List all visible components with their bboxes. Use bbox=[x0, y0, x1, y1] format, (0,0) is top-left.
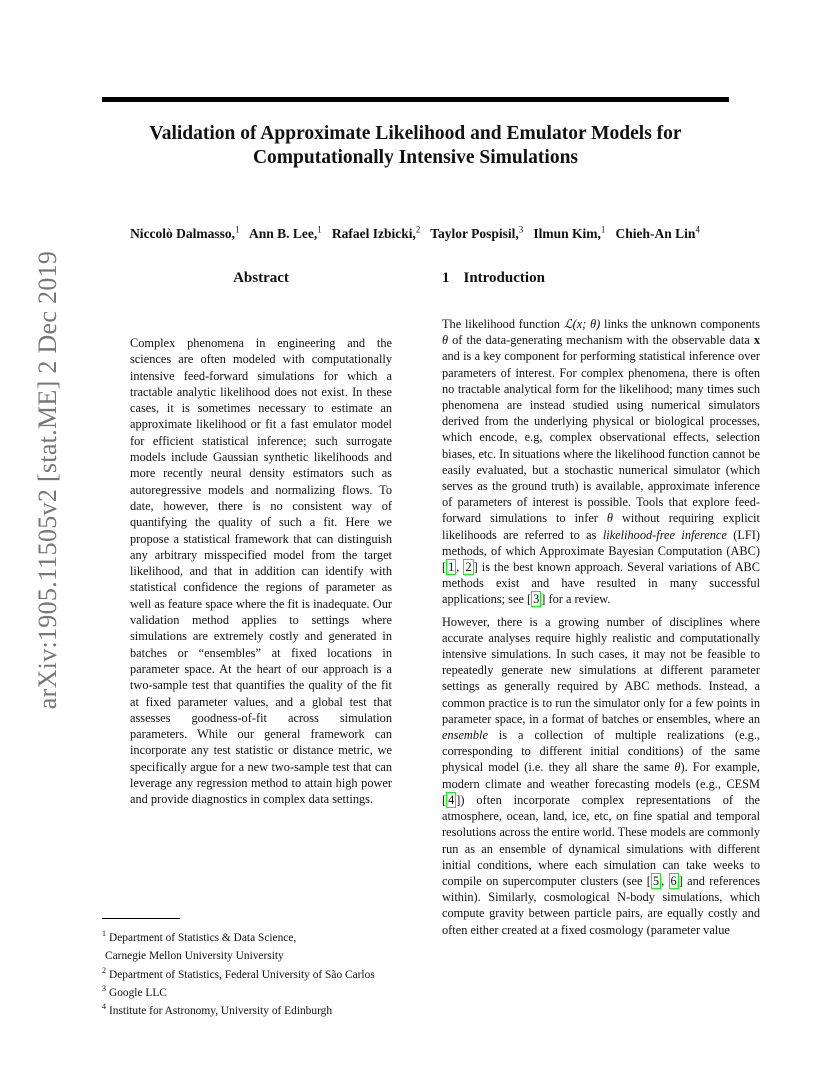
author: Ilmun Kim,$^1$ bbox=[533, 224, 606, 241]
section-title: Introduction bbox=[463, 270, 545, 286]
author: Chieh-An Lin$^4$ bbox=[615, 224, 700, 241]
paper-title bbox=[102, 122, 729, 170]
abstract-heading: Abstract bbox=[233, 270, 289, 286]
footnote: $^3$ Google LLC bbox=[102, 983, 167, 999]
title-line-1: Validation of Approximate Likelihood and Emulator Models for bbox=[149, 123, 682, 144]
section-heading-introduction bbox=[442, 270, 545, 287]
footnotes bbox=[102, 927, 432, 1018]
arxiv-identifier: arXiv:1905.11505v2 [stat.ME] 2 Dec 2019 bbox=[33, 250, 62, 710]
footnote-rule bbox=[102, 918, 180, 919]
author: Ann B. Lee,$^1$ bbox=[248, 224, 322, 241]
abstract-text: Complex phenomena in engineering and the sciences are often modeled with computationally intensive feed-forward simulations for which a tractable analytic likelihood does not exist. In these cases, it is sometimes necessary to estimate an approximate likelihood or fit a fast emulator model for efficient statistical inference; such surrogate models include Gaussian synthetic likelihoods and more recently neural density estimators such as autoregressive models and normalizing flows. To date, however, there is no consistent way of quantifying the quality of such a fit. Here we propose a statistical framework that can distinguish any arbitrary misspecified model from the target likelihood, and that in addition can identify with statistical confidence the regions of parameter as well as feature space where the fit is inadequate. Our validation method applies to settings where simulations are extremely costly and generated in batches or “ensembles” at fixed locations in parameter space. At the heart of our approach is a two-sample test that quantifies the quality of the fit at fixed parameter values, and a global test that assesses goodness-of-fit across simulation parameters. While our general framework can incorporate any test statistic or distance metric, we specifically argue for a new two-sample test that can leverage any regression method to attain high power and provide diagnostics in complex data settings. bbox=[130, 336, 392, 807]
paragraph: The likelihood function ℒ(x; θ) links the unknown components θ of the data-generating mechanism with the observable data x and is a key component for performing statistical inference over parameters of interest. For complex phenomena, there is often no tractable analytical form for the likelihood; many times such phenomena are instead studied using numerical simulators derived from the underlying physical or biological processes, which encode, e.g, complex observational effects, selection biases, etc. In situations where the likelihood function cannot be easily evaluated, but a stochastic numerical simulator (which serves as the ground truth) is available, approximate inference of parameters of interest is possible. Tools that explore feed-forward simulations to infer θ without requiring explicit likelihoods are referred to as likelihood-free inference (LFI) methods, of which Approximate Bayesian Computation (ABC) [ 1 , 2 ] is the best known approach. Several variations of ABC methods exist and have resulted in many successful applications; see [ 3 ] for a review. bbox=[442, 317, 761, 607]
citation-link[interactable]: 6 bbox=[670, 873, 677, 888]
citation-link[interactable]: 1 bbox=[448, 560, 455, 575]
author-list bbox=[60, 224, 770, 242]
likelihood-math: ℒ(x; θ) bbox=[563, 317, 601, 331]
citation-link[interactable]: 3 bbox=[533, 592, 540, 607]
footnote: $^2$ Department of Statistics, Federal University of São Carlos bbox=[102, 965, 375, 981]
author: Niccolò Dalmasso,$^1$ bbox=[130, 224, 240, 241]
section-number: 1 bbox=[442, 270, 450, 286]
lfi-term: likelihood-free inference bbox=[602, 527, 727, 542]
author: Rafael Izbicki,$^2$ bbox=[331, 224, 421, 241]
footnote: Carnegie Mellon University University bbox=[105, 950, 284, 963]
citation-link[interactable]: 2 bbox=[465, 560, 472, 575]
footnote: $^4$ Institute for Astronomy, University of Edinburgh bbox=[102, 1002, 333, 1017]
citation-link[interactable]: 5 bbox=[652, 873, 660, 888]
top-rule bbox=[102, 97, 729, 102]
introduction-body bbox=[442, 316, 760, 944]
author: Taylor Pospisil,$^3$ bbox=[430, 224, 524, 241]
footnote: $^1$ Department of Statistics & Data Science, bbox=[102, 929, 297, 944]
paragraph: However, there is a growing number of disciplines where accurate analyses require highly realistic and computationally intensive simulations. In such cases, it may not be feasible to repeatedly generate new simulations at different parameter settings as generally required by ABC methods. Instead, a common practice is to run the simulator only for a few points in parameter space, in a format of batches or ensembles, where an ensemble is a collection of multiple realizations (e.g., corresponding to different initial conditions) of the same physical model (i.e. they all share the same θ). For example, modern climate and weather forecasting models (e.g., CESM [ 4 ]) often incorporate complex representations of the atmosphere, ocean, land, ice, etc, on fine spatial and temporal resolutions across the entire world. These models are commonly run as an ensemble of dynamical simulations with different initial conditions, where each simulation can take weeks to compile on supercomputer clusters (see [ 5 , 6 ] and references within). Similarly, cosmological N-body simulations, which compute gravity between particle pairs, are equally costly and often either created at a fixed cosmology (parameter value bbox=[442, 614, 761, 937]
citation-link[interactable]: 4 bbox=[448, 792, 455, 807]
title-line-2: Computationally Intensive Simulations bbox=[252, 147, 579, 168]
